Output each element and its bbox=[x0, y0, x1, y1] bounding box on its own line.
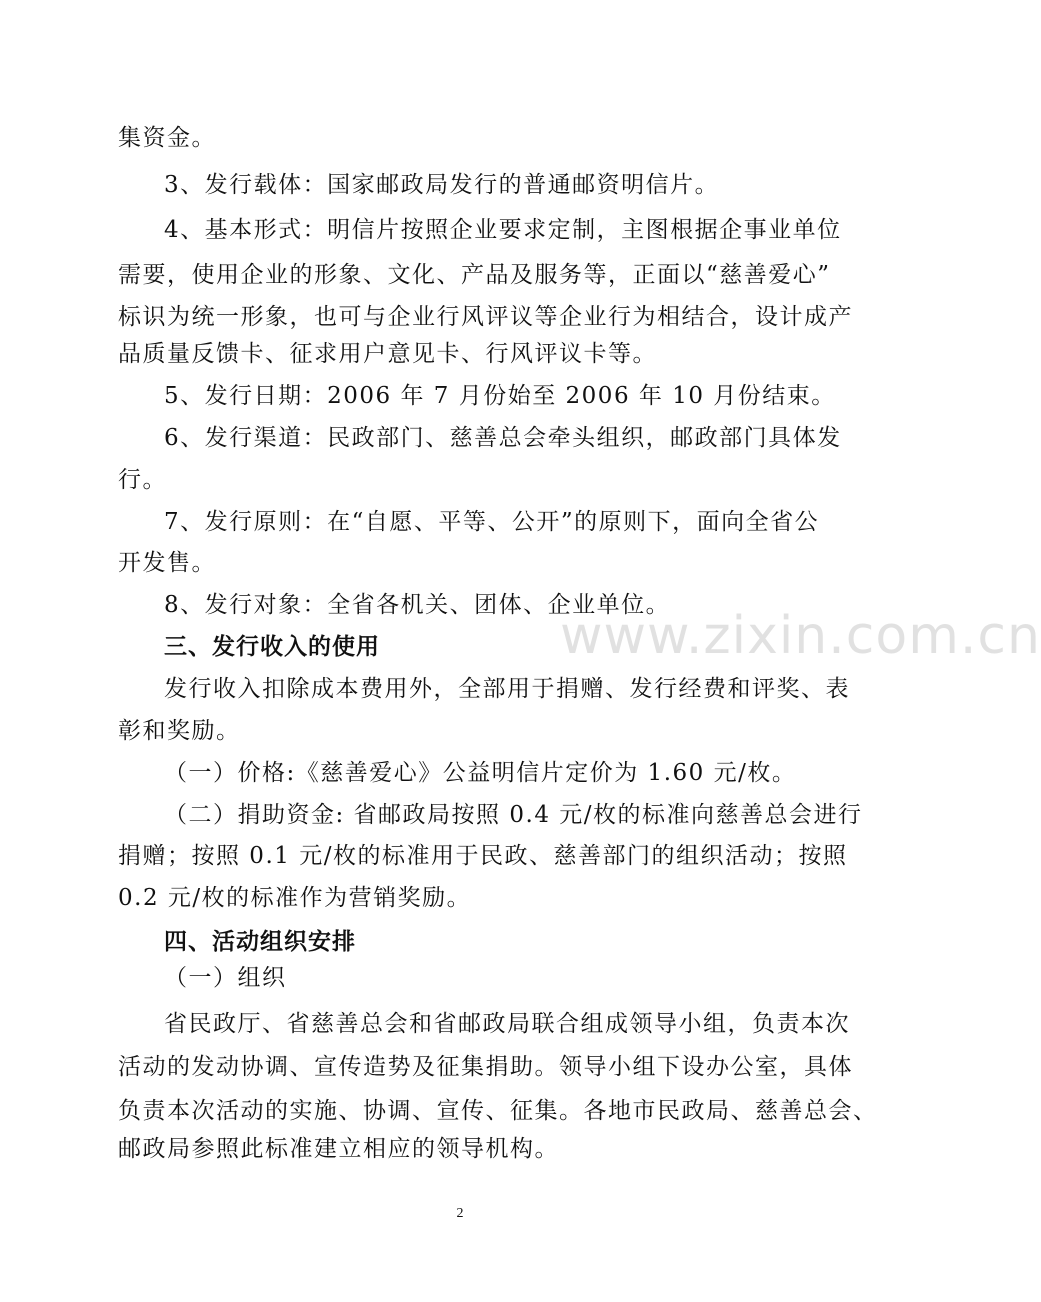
paragraph-line: 捐赠；按照 0.1 元/枚的标准用于民政、慈善部门的组织活动；按照 bbox=[118, 843, 848, 869]
paragraph-line: （一）价格:《慈善爱心》公益明信片定价为 1.60 元/枚。 bbox=[164, 760, 797, 786]
paragraph-line: 彰和奖励。 bbox=[118, 718, 241, 744]
paragraph-line: 行。 bbox=[118, 467, 167, 493]
paragraph-line: （一）组织 bbox=[164, 965, 287, 991]
paragraph-line: 负责本次活动的实施、协调、宣传、征集。各地市民政局、慈善总会、 bbox=[118, 1098, 878, 1124]
paragraph-line: 集资金。 bbox=[118, 125, 216, 151]
paragraph-line: 7、发行原则：在“自愿、平等、公开”的原则下，面向全省公 bbox=[164, 509, 820, 535]
watermark: www.zixin.com.cn bbox=[560, 606, 1041, 666]
paragraph-line: 6、发行渠道：民政部门、慈善总会牵头组织，邮政部门具体发 bbox=[164, 425, 842, 451]
paragraph-line: 8、发行对象：全省各机关、团体、企业单位。 bbox=[164, 592, 671, 618]
paragraph-line: 5、发行日期：2006 年 7 月份始至 2006 年 10 月份结束。 bbox=[164, 383, 836, 409]
paragraph-line: 发行收入扣除成本费用外，全部用于捐赠、发行经费和评奖、表 bbox=[164, 676, 850, 702]
page-number: 2 bbox=[456, 1206, 464, 1221]
paragraph-line: 0.2 元/枚的标准作为营销奖励。 bbox=[118, 885, 472, 911]
paragraph-line: 开发售。 bbox=[118, 550, 216, 576]
paragraph-line: （二）捐助资金: 省邮政局按照 0.4 元/枚的标准向慈善总会进行 bbox=[164, 802, 863, 828]
paragraph-line: 活动的发动协调、宣传造势及征集捐助。领导小组下设办公室，具体 bbox=[118, 1054, 853, 1080]
paragraph-line: 4、基本形式：明信片按照企业要求定制，主图根据企事业单位 bbox=[164, 217, 842, 243]
section-heading: 四、活动组织安排 bbox=[164, 929, 356, 955]
paragraph-line: 3、发行载体：国家邮政局发行的普通邮资明信片。 bbox=[164, 172, 720, 198]
paragraph-line: 品质量反馈卡、征求用户意见卡、行风评议卡等。 bbox=[118, 341, 657, 367]
paragraph-line: 省民政厅、省慈善总会和省邮政局联合组成领导小组，负责本次 bbox=[164, 1011, 850, 1037]
paragraph-line: 需要，使用企业的形象、文化、产品及服务等，正面以“慈善爱心” bbox=[118, 262, 831, 288]
section-heading: 三、发行收入的使用 bbox=[164, 634, 380, 660]
paragraph-line: 邮政局参照此标准建立相应的领导机构。 bbox=[118, 1136, 559, 1162]
paragraph-line: 标识为统一形象，也可与企业行风评议等企业行为相结合，设计成产 bbox=[118, 304, 853, 330]
